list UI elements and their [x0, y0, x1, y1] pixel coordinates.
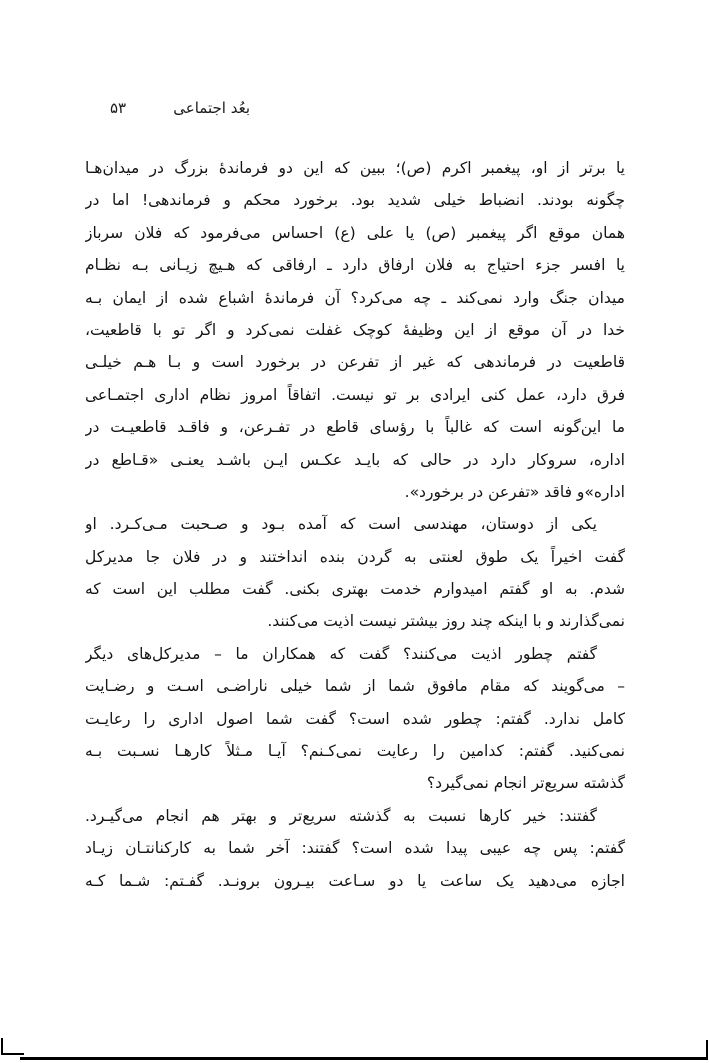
text-line: یا افسر جزء احتیاج به فلان ارفاق دارد ـ ارفاقی که هـیچ زیـانی بـه نظـام — [85, 256, 625, 275]
text-line: چگونه بودند. انضباط خیلی شدید بود. برخورد محکم و فرماندهی! اما در — [85, 191, 625, 210]
paragraph — [85, 508, 625, 638]
text-line: یا برتر از او، پیغمبر اکرم (ص)؛ ببین که این دو فرماندهٔ بزرگ در میدان‌هـا — [85, 159, 625, 177]
scan-edge-left-horizontal — [2, 1053, 24, 1055]
text-line: گفت اخیراً یک طوق لعنتی به گردن بنده انداختند و در فلان جا مدیرکل — [85, 547, 625, 566]
text-line: کامل ندارد. گفتم: چطور شده است؟ گفت شما اصول اداری را رعایـت — [85, 709, 625, 728]
text-line: قاطعیت در فرماندهی که غیر از تفرعن در برخورد است و بـا هـم خیلـی — [85, 353, 625, 372]
text-line: گفتم: پس چه عیبی پیدا شده است؟ گفتند: آخر شما به کارکنانتـان زیـاد — [85, 839, 625, 858]
text-line: اداره»و فاقد «تفرعن در برخورد». — [404, 482, 625, 501]
paragraph — [85, 800, 625, 897]
text-line: نمی‌کنید. گفتم: کدامین را رعایت نمی‌کـنم؟ آیـا مـثلاً کارهـا نسـبت بـه — [85, 742, 625, 761]
body-text — [85, 152, 625, 897]
running-title: بعُد اجتماعی — [173, 99, 250, 117]
text-line: میدان جنگ وارد نمی‌کند ـ چه می‌کرد؟ آن فرماندهٔ اشباع شده از ایمان بـه — [85, 288, 625, 307]
text-line: خدا در آن موقع از این وظیفهٔ کوچک غفلت نمی‌کرد و اگر تو با قاطعیت، — [85, 320, 625, 339]
text-line: نمی‌گذارند و با اینکه چند روز بیشتر نیست اذیت می‌کنند. — [267, 612, 625, 631]
text-line: گفتند: خیر کارها نسبت به گذشته سریع‌تر و بهتر هم انجام می‌گیـرد. — [85, 806, 597, 825]
text-line: شدم. به او گفتم امیدوارم خدمت بهتری بکنی. گفت مطلب این است که — [85, 580, 625, 599]
text-line: گفتم چطور اذیت می‌کنند؟ گفت که همکاران ما – مدیرکل‌های دیگر — [85, 644, 597, 663]
scan-edge-bottom-line — [20, 1057, 708, 1060]
text-line: گذشته سریع‌تر انجام نمی‌گیرد؟ — [426, 774, 625, 793]
page-header — [110, 99, 250, 117]
scan-edge-right-vertical — [706, 1040, 708, 1059]
text-line: – می‌گویند که مقام مافوق شما از شما خیلی ناراضـی اسـت و رضـایت — [85, 677, 625, 696]
paragraph — [85, 152, 625, 508]
page-number: ۵۳ — [110, 99, 127, 117]
text-line: ما این‌گونه است که غالباً با رؤسای قاطع در تفـرعن، و فاقـد قاطعیـت در — [85, 418, 625, 437]
text-line: همان موقع اگر پیغمبر (ص) یا علی (ع) احساس می‌فرمود که فلان سرباز — [85, 223, 625, 242]
text-line: اجازه می‌دهید یک ساعت یا دو سـاعت بیـرون برونـد. گفـتم: شـما کـه — [85, 871, 625, 890]
text-line: فرق دارد، عمل کنی ایرادی بر تو نیست. اتفاقاً امروز نظام اداری اجتمـاعی — [85, 385, 625, 404]
paragraph — [85, 638, 625, 800]
text-line: اداره، سروکار دارد در حالی که بایـد عکـس ایـن باشـد یعنـی «قـاطع در — [85, 450, 625, 469]
text-line: یکی از دوستان، مهندسی است که آمده بـود و صـحبت مـی‌کـرد. او — [85, 515, 597, 534]
